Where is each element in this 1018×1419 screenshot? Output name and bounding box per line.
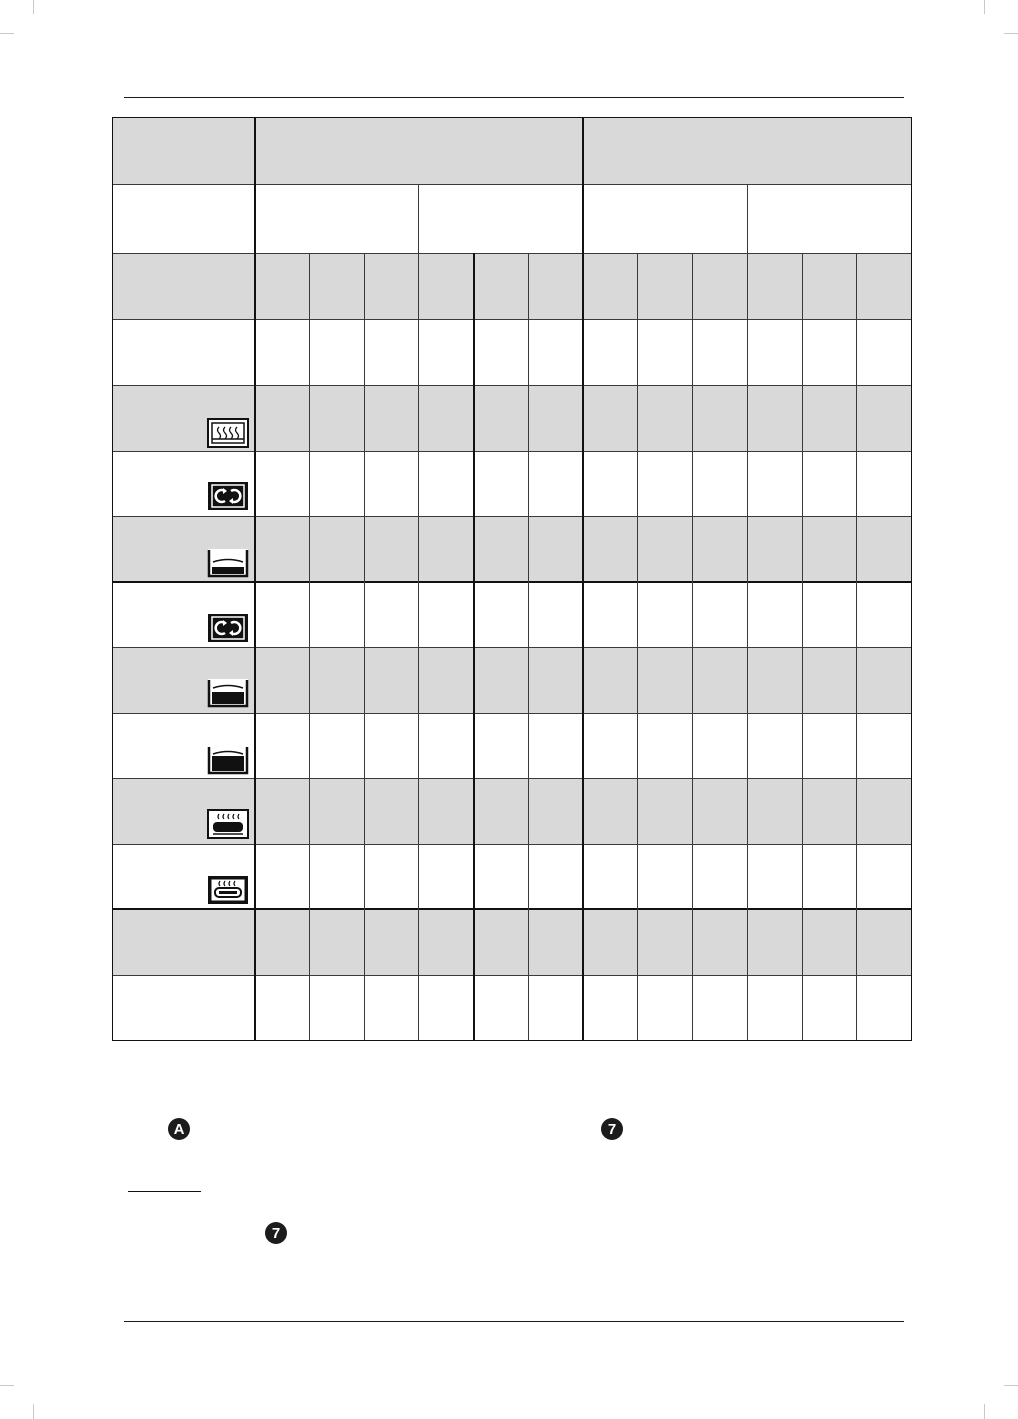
col-divider-thick — [582, 118, 584, 1040]
note-underline — [128, 1191, 201, 1192]
col-divider — [418, 253, 419, 1040]
row-divider — [113, 451, 911, 452]
col-divider — [528, 253, 529, 1040]
col-divider-thick — [254, 118, 256, 1040]
cooking-table — [112, 117, 912, 1041]
crop-mark — [1004, 33, 1018, 34]
col-divider — [637, 253, 638, 1040]
row-divider — [113, 253, 911, 254]
row-band — [113, 253, 911, 319]
col-divider — [692, 253, 693, 1040]
row-divider-thick — [113, 581, 911, 583]
row-band — [113, 118, 911, 184]
row-divider-thick — [113, 908, 911, 910]
row-divider — [113, 647, 911, 648]
col-divider — [856, 253, 857, 1040]
top-bottom-heat-icon — [207, 418, 249, 448]
fan-circulation-icon — [207, 613, 249, 643]
col-divider — [747, 253, 748, 1040]
col-divider — [802, 253, 803, 1040]
crop-mark — [33, 0, 34, 14]
crop-mark — [0, 1385, 14, 1386]
crop-mark — [984, 0, 985, 14]
grill-heat-icon — [207, 745, 249, 775]
row-divider — [113, 713, 911, 714]
crop-mark — [33, 1404, 34, 1419]
col-divider — [309, 253, 310, 1040]
row-divider — [113, 975, 911, 976]
steam-tray-framed-icon — [207, 875, 249, 905]
row-divider — [113, 516, 911, 517]
fan-circulation-icon — [207, 481, 249, 511]
header-rule — [124, 97, 904, 98]
bottom-heat-icon — [207, 548, 249, 578]
marker-seven: 7 — [601, 1118, 623, 1140]
row-divider — [113, 319, 911, 320]
col-divider — [747, 184, 748, 253]
marker-seven: 7 — [265, 1222, 287, 1244]
row-divider — [113, 184, 911, 185]
crop-mark — [1004, 1385, 1018, 1386]
top-heat-icon — [207, 678, 249, 708]
row-band — [113, 909, 911, 975]
col-divider — [418, 184, 419, 253]
row-divider — [113, 844, 911, 845]
marker-a: A — [168, 1118, 190, 1140]
footer-rule — [124, 1321, 904, 1322]
row-divider — [113, 778, 911, 779]
steam-tray-icon — [207, 809, 249, 839]
row-divider — [113, 385, 911, 386]
col-divider — [364, 253, 365, 1040]
crop-mark — [984, 1404, 985, 1419]
col-divider-thick — [473, 253, 475, 1040]
crop-mark — [0, 33, 14, 34]
